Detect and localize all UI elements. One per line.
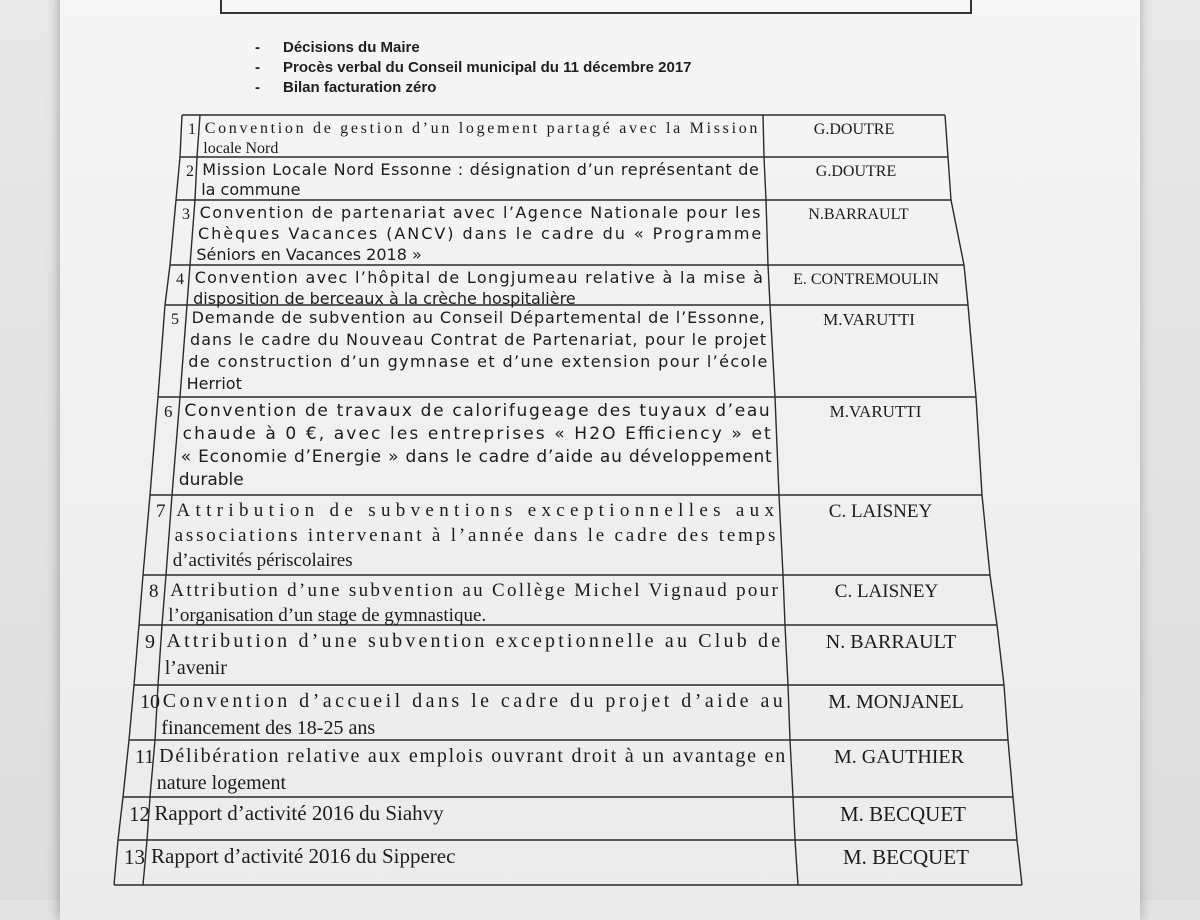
- table-column-divider: [162, 575, 166, 625]
- agenda-description-line: Convention de travaux de calorifugeage des tuyaux d’eau: [184, 401, 770, 421]
- agenda-description-line: dans le cadre du Nouveau Contrat de Partenariat, pour le projet: [190, 330, 767, 349]
- table-column-divider: [793, 797, 795, 840]
- agenda-number: 5: [171, 311, 179, 328]
- agenda-description-line: Attribution d’une subvention exceptionnelle au Club de: [166, 630, 781, 652]
- table-column-divider: [768, 265, 770, 305]
- table-row: [145, 630, 956, 679]
- table-row: [176, 268, 939, 308]
- table-column-divider: [118, 797, 123, 840]
- agenda-presenter: M.VARUTTI: [823, 310, 915, 329]
- table-column-divider: [158, 305, 165, 397]
- agenda-presenter: M. MONJANEL: [828, 691, 964, 713]
- table-column-divider: [763, 115, 764, 157]
- agenda-presenter: N. BARRAULT: [825, 631, 957, 653]
- table-column-divider: [783, 575, 785, 625]
- table-column-divider: [1017, 840, 1022, 885]
- table-column-divider: [1004, 685, 1008, 740]
- table-column-divider: [948, 157, 951, 200]
- table-column-divider: [166, 495, 172, 575]
- table-column-divider: [129, 685, 134, 740]
- agenda-description-line: Attribution d’une subvention au Collège Michel Vignaud pour: [170, 580, 778, 601]
- table-column-divider: [134, 625, 139, 685]
- agenda-presenter: C. LAISNEY: [834, 581, 939, 602]
- agenda-description-line: l’organisation d’un stage de gymnastique.: [168, 605, 487, 626]
- agenda-number: 9: [145, 631, 155, 653]
- table-column-divider: [982, 495, 990, 575]
- agenda-presenter: G.DOUTRE: [815, 163, 897, 180]
- table-column-divider: [764, 157, 766, 200]
- agenda-description-line: locale Nord: [203, 140, 279, 157]
- agenda-description-line: Mission Locale Nord Essonne : désignation d’un représentant de: [202, 160, 759, 179]
- agenda-description-line: Rapport d’activité 2016 du Siahvy: [154, 801, 444, 825]
- agenda-presenter: G.DOUTRE: [813, 121, 895, 138]
- agenda-number: 4: [176, 271, 184, 288]
- agenda-number: 3: [182, 206, 190, 223]
- table-column-divider: [997, 625, 1004, 685]
- agenda-description-line: « Economie d’Energie » dans le cadre d’aide au développement: [180, 447, 772, 467]
- agenda-description-line: chaude à 0 €, avec les entreprises « H2O Efficiency » et: [182, 424, 771, 444]
- preliminary-item: - Procès verbal du Conseil municipal du 11 décembre 2017: [255, 59, 692, 76]
- table-column-divider: [180, 115, 182, 157]
- table-column-divider: [170, 200, 176, 265]
- agenda-presenter: M.VARUTTI: [829, 402, 922, 421]
- table-column-divider: [790, 740, 793, 797]
- table-column-divider: [187, 265, 190, 305]
- table-column-divider: [158, 625, 162, 685]
- table-column-divider: [766, 200, 768, 265]
- table-column-divider: [990, 575, 997, 625]
- agenda-description-line: Attribution de subventions exceptionnelles aux: [176, 500, 775, 521]
- agenda-description-line: la commune: [201, 180, 301, 199]
- table-column-divider: [123, 740, 129, 797]
- agenda-description-line: Convention de partenariat avec l’Agence Nationale pour les: [199, 203, 761, 222]
- table-column-divider: [785, 625, 788, 685]
- table-column-divider: [968, 305, 976, 397]
- agenda-description-line: d’activités périscolaires: [172, 550, 353, 571]
- table-column-divider: [779, 495, 783, 575]
- agenda-description-line: Convention avec l’hôpital de Longjumeau relative à la mise à: [194, 268, 763, 287]
- table-row: [182, 203, 909, 264]
- agenda-description-line: associations intervenant à l’année dans le cadre des temps: [174, 525, 776, 546]
- table-column-divider: [176, 157, 180, 200]
- table-column-divider: [951, 200, 964, 265]
- table-column-divider: [788, 685, 790, 740]
- table-row: [135, 745, 965, 794]
- table-column-divider: [195, 157, 197, 200]
- table-column-divider: [139, 575, 143, 625]
- table-row: [140, 690, 964, 739]
- table-column-divider: [964, 265, 968, 305]
- agenda-description-line: financement des 18-25 ans: [161, 717, 376, 739]
- table-column-divider: [143, 495, 150, 575]
- table-column-divider: [976, 397, 982, 495]
- agenda-presenter: N.BARRAULT: [808, 206, 909, 223]
- table-column-divider: [190, 200, 195, 265]
- agenda-description-line: durable: [178, 470, 244, 490]
- table-row: [171, 308, 915, 393]
- agenda-description-line: Convention de gestion d’un logement partagé avec la Mission: [204, 120, 758, 137]
- agenda-description-line: nature logement: [156, 772, 287, 794]
- agenda-presenter: M. GAUTHIER: [834, 746, 964, 768]
- table-column-divider: [770, 305, 775, 397]
- agenda-number: 12: [129, 802, 150, 826]
- table-column-divider: [197, 115, 200, 157]
- table-column-divider: [165, 265, 170, 305]
- table-row: [156, 500, 932, 571]
- agenda-description-line: Herriot: [186, 374, 242, 393]
- agenda-number: 10: [140, 691, 160, 713]
- agenda-presenter: E. CONTREMOULIN: [793, 271, 939, 288]
- table-column-divider: [114, 840, 118, 885]
- agenda-number: 7: [156, 501, 166, 522]
- table-column-divider: [1013, 797, 1017, 840]
- agenda-description-line: Demande de subvention au Conseil Départemental de l’Essonne,: [191, 308, 765, 327]
- table-column-divider: [795, 840, 798, 885]
- agenda-description-line: Convention d’accueil dans le cadre du projet d’aide au: [162, 690, 783, 712]
- agenda-description-line: Délibération relative aux emplois ouvrant droit à un avantage en: [159, 745, 786, 767]
- agenda-description-line: de construction d’un gymnase et d’une extension pour l’école: [188, 352, 768, 371]
- table-column-divider: [150, 397, 158, 495]
- table-row: [188, 120, 894, 157]
- agenda-number: 13: [124, 845, 145, 869]
- agenda-number: 2: [186, 163, 194, 180]
- agenda-number: 1: [188, 121, 196, 138]
- agenda-number: 8: [149, 581, 159, 602]
- table-column-divider: [775, 397, 779, 495]
- agenda-presenter: M. BECQUET: [840, 802, 966, 826]
- table-column-divider: [945, 115, 948, 157]
- agenda-description-line: disposition de berceaux à la crèche hospitalière: [193, 289, 576, 308]
- agenda-description-line: Rapport d’activité 2016 du Sipperec: [151, 844, 456, 868]
- agenda-description-line: l’avenir: [164, 657, 227, 679]
- table-row: [164, 401, 922, 490]
- table-row: [124, 844, 969, 869]
- agenda-description-line: Séniors en Vacances 2018 »: [196, 245, 422, 264]
- agenda-presenter: C. LAISNEY: [828, 501, 933, 522]
- agenda-presenter: M. BECQUET: [843, 845, 969, 869]
- table-row: [149, 580, 938, 626]
- agenda-number: 6: [164, 402, 173, 421]
- agenda-description-line: Chèques Vacances (ANCV) dans le cadre du « Programme: [198, 224, 762, 243]
- table-row: [186, 160, 896, 199]
- preliminary-item: - Décisions du Maire: [255, 39, 420, 56]
- preliminary-item: - Bilan facturation zéro: [255, 79, 437, 96]
- table-column-divider: [1008, 740, 1013, 797]
- agenda-number: 11: [135, 746, 155, 768]
- table-row: [129, 801, 966, 826]
